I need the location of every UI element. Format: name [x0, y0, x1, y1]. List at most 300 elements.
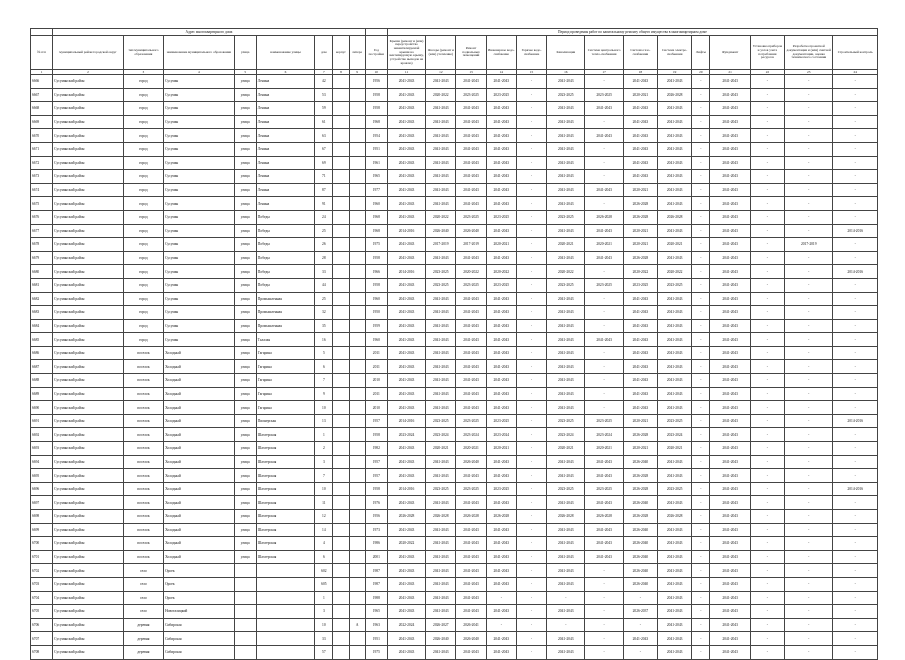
table-cell: 44 — [315, 278, 333, 292]
table-cell: - — [750, 292, 784, 306]
table-cell: 6669 — [31, 115, 53, 129]
table-cell: 6696 — [31, 482, 53, 496]
table-cell: 2041-2043 — [387, 197, 425, 211]
table-cell: город — [123, 265, 163, 279]
table-cell: - — [785, 292, 833, 306]
table-cell: - — [785, 564, 833, 578]
table-cell: 2026-2040 — [456, 224, 486, 238]
table-cell — [349, 455, 365, 469]
table-row — [31, 183, 878, 197]
table-cell — [333, 414, 349, 428]
table-cell: 3 — [315, 455, 333, 469]
table-cell: Сусуманский район — [53, 414, 124, 428]
table-cell: 2041-2043 — [710, 75, 750, 89]
table-cell: 2014-2016 — [387, 265, 425, 279]
table-cell: - — [833, 129, 878, 143]
table-cell: поселок — [123, 510, 163, 524]
table-row — [31, 333, 878, 347]
table-cell: 1987 — [365, 577, 387, 591]
table-cell: 2041-2043 — [426, 333, 456, 347]
table-cell: Шахтерская — [256, 510, 314, 524]
table-cell: 5 — [315, 346, 333, 360]
table-cell: 2041-2043 — [456, 306, 486, 320]
table-cell: Промышленная — [256, 306, 314, 320]
table-cell: - — [585, 374, 623, 388]
column-header-22: Установка приборов и узлов учета потребления ресурсов — [750, 36, 784, 70]
table-cell: Ленина — [256, 156, 314, 170]
table-cell: 1957 — [365, 469, 387, 483]
table-cell: 2041-2043 — [426, 115, 456, 129]
column-header-11: Крыша (ремонт и (или) переустройство невентилируемой крыши на вентилируемую крышу, устройство выходов на кровлю) — [387, 36, 425, 70]
table-cell: - — [785, 605, 833, 619]
table-cell: улица — [234, 387, 256, 401]
table-cell: - — [833, 564, 878, 578]
table-cell — [256, 605, 314, 619]
table-cell: - — [750, 605, 784, 619]
table-cell: 25 — [315, 224, 333, 238]
table-cell: Шахтерская — [256, 442, 314, 456]
table-cell: - — [516, 482, 546, 496]
table-cell: Ленина — [256, 183, 314, 197]
table-cell: 2020-2022 — [486, 265, 516, 279]
table-cell: 11 — [315, 496, 333, 510]
table-cell: - — [516, 102, 546, 116]
table-cell: город — [123, 129, 163, 143]
table-cell — [333, 224, 349, 238]
table-cell: - — [692, 183, 710, 197]
table-cell: - — [692, 523, 710, 537]
table-cell: 2041-2043 — [456, 142, 486, 156]
table-cell: 1968 — [365, 210, 387, 224]
table-cell: Холодный — [164, 510, 235, 524]
table-cell: 2041-2043 — [486, 632, 516, 646]
table-cell: 2023-2025 — [585, 482, 623, 496]
column-number-21: 21 — [710, 70, 750, 75]
table-cell: город — [123, 170, 163, 184]
table-cell: 2023-2025 — [456, 414, 486, 428]
table-cell: 2041-2043 — [456, 75, 486, 89]
table-cell: - — [585, 265, 623, 279]
column-number-3: 3 — [123, 70, 163, 75]
table-cell: 2041-2043 — [456, 605, 486, 619]
table-cell: 2010 — [365, 374, 387, 388]
table-cell: 2023-2025 — [585, 278, 623, 292]
table-cell — [349, 387, 365, 401]
table-cell: 2041-2043 — [658, 632, 692, 646]
table-cell: 7 — [315, 469, 333, 483]
table-cell: 7 — [315, 374, 333, 388]
table-cell: - — [833, 333, 878, 347]
table-cell: 2041-2043 — [486, 577, 516, 591]
table-cell: 2041-2043 — [426, 129, 456, 143]
table-cell: - — [833, 142, 878, 156]
table-cell: - — [547, 618, 585, 632]
table-cell: 2041-2043 — [547, 156, 585, 170]
table-cell: - — [785, 115, 833, 129]
table-cell: 1 — [315, 591, 333, 605]
table-cell: 6679 — [31, 251, 53, 265]
table-cell: - — [785, 333, 833, 347]
table-cell: 16 — [315, 333, 333, 347]
table-cell: 2041-2043 — [486, 183, 516, 197]
table-cell: 2011 — [365, 346, 387, 360]
table-cell: 2041-2043 — [710, 374, 750, 388]
table-cell: - — [785, 591, 833, 605]
table-cell: - — [833, 251, 878, 265]
table-cell: город — [123, 115, 163, 129]
table-cell: город — [123, 333, 163, 347]
table-cell: 2020-2021 — [585, 442, 623, 456]
table-cell: 2041-2043 — [710, 469, 750, 483]
table-cell — [349, 645, 365, 659]
table-cell: Сусуманский район — [53, 455, 124, 469]
table-cell: - — [692, 414, 710, 428]
table-cell: 2041-2043 — [710, 278, 750, 292]
table-cell: 2041-2043 — [387, 550, 425, 564]
column-number-24: 24 — [833, 70, 878, 75]
table-cell: - — [833, 278, 878, 292]
table-cell: 24 — [315, 210, 333, 224]
table-cell: 2041-2043 — [623, 156, 657, 170]
table-cell: - — [785, 265, 833, 279]
table-cell: 3 — [315, 605, 333, 619]
table-cell: улица — [234, 278, 256, 292]
table-cell: - — [692, 387, 710, 401]
table-cell: 2041-2043 — [486, 224, 516, 238]
table-cell: 2041-2043 — [710, 442, 750, 456]
table-cell: - — [750, 618, 784, 632]
table-cell: - — [750, 550, 784, 564]
table-cell: - — [692, 455, 710, 469]
table-cell: 2041-2043 — [387, 333, 425, 347]
table-cell: Ленина — [256, 142, 314, 156]
table-cell: - — [516, 523, 546, 537]
table-cell: 2041-2043 — [658, 75, 692, 89]
table-cell: 53 — [315, 88, 333, 102]
table-cell: - — [516, 605, 546, 619]
table-cell: 2026-2028 — [486, 510, 516, 524]
table-cell: 69 — [315, 156, 333, 170]
header-columns-row — [31, 36, 878, 70]
table-cell: - — [585, 618, 623, 632]
table-cell: 2026-2028 — [623, 428, 657, 442]
table-cell: 2041-2043 — [456, 319, 486, 333]
table-cell: Шахтерская — [256, 482, 314, 496]
table-cell: 2020-2021 — [547, 442, 585, 456]
table-cell — [333, 183, 349, 197]
table-cell: город — [123, 142, 163, 156]
table-cell: 2041-2043 — [658, 577, 692, 591]
table-cell: - — [516, 577, 546, 591]
table-cell: - — [516, 591, 546, 605]
table-cell: 2041-2043 — [658, 183, 692, 197]
table-cell: 2041-2043 — [658, 102, 692, 116]
table-cell: Сусуманский район — [53, 618, 124, 632]
table-cell: 2041-2043 — [585, 523, 623, 537]
table-cell: 6674 — [31, 183, 53, 197]
table-row — [31, 265, 878, 279]
table-cell: 2041-2043 — [547, 75, 585, 89]
table-cell: - — [692, 469, 710, 483]
table-cell: 1960 — [365, 197, 387, 211]
table-cell: 2041-2043 — [387, 292, 425, 306]
table-cell: 6673 — [31, 170, 53, 184]
table-cell: 2041-2043 — [387, 360, 425, 374]
table-cell: - — [516, 510, 546, 524]
table-cell: 2020-2021 — [486, 238, 516, 252]
table-cell: - — [833, 523, 878, 537]
table-cell: 2041-2043 — [623, 306, 657, 320]
table-cell — [349, 75, 365, 89]
table-cell: улица — [234, 210, 256, 224]
table-cell: Гагарина — [256, 360, 314, 374]
table-cell: 2014-2016 — [387, 224, 425, 238]
table-cell: 2041-2043 — [387, 346, 425, 360]
table-cell: 2041-2043 — [658, 224, 692, 238]
table-cell: поселок — [123, 442, 163, 456]
table-cell: - — [516, 306, 546, 320]
table-cell: 2041-2043 — [387, 523, 425, 537]
table-cell: - — [785, 170, 833, 184]
table-cell: 2041-2043 — [486, 455, 516, 469]
table-cell: - — [585, 346, 623, 360]
table-cell: - — [833, 455, 878, 469]
table-cell: 2023-2025 — [547, 88, 585, 102]
table-cell: 2026-2028 — [623, 510, 657, 524]
table-cell: 1977 — [365, 183, 387, 197]
table-cell: город — [123, 210, 163, 224]
table-cell: 2 — [315, 442, 333, 456]
table-cell: 2041-2043 — [456, 360, 486, 374]
table-cell: 2020-2021 — [456, 442, 486, 456]
table-cell: - — [516, 75, 546, 89]
table-cell: 2041-2043 — [623, 319, 657, 333]
table-cell — [333, 428, 349, 442]
table-cell: - — [692, 319, 710, 333]
table-cell: 6701 — [31, 550, 53, 564]
table-cell: 1968 — [365, 224, 387, 238]
column-number-18: 18 — [623, 70, 657, 75]
table-cell: - — [516, 251, 546, 265]
table-cell: А — [349, 618, 365, 632]
table-cell: 2041-2043 — [486, 251, 516, 265]
table-cell: 1958 — [365, 251, 387, 265]
table-cell: - — [785, 414, 833, 428]
table-cell: 2020-2021 — [623, 414, 657, 428]
table-cell: Победы — [256, 251, 314, 265]
table-cell: 2041-2043 — [585, 455, 623, 469]
table-cell: 2041-2043 — [387, 170, 425, 184]
table-cell: 2041-2043 — [426, 469, 456, 483]
table-cell: - — [833, 428, 878, 442]
table-cell: 2041-2043 — [658, 346, 692, 360]
table-cell: 2041-2043 — [623, 102, 657, 116]
table-row — [31, 75, 878, 89]
table-cell: 2041-2043 — [456, 292, 486, 306]
table-cell: 1951 — [365, 632, 387, 646]
table-cell: - — [516, 197, 546, 211]
table-cell: 2026-2040 — [623, 523, 657, 537]
table-cell: 1958 — [365, 278, 387, 292]
table-cell: 2026-2028 — [585, 210, 623, 224]
table-cell: 2041-2043 — [710, 115, 750, 129]
table-cell: 2041-2043 — [585, 129, 623, 143]
table-cell — [333, 577, 349, 591]
table-cell: 2041-2043 — [426, 523, 456, 537]
table-cell: - — [516, 618, 546, 632]
table-cell: улица — [234, 455, 256, 469]
table-cell: село — [123, 591, 163, 605]
table-cell: Сусуман — [164, 129, 235, 143]
table-cell: - — [516, 319, 546, 333]
table-cell: 2041-2043 — [456, 197, 486, 211]
table-cell: 6707 — [31, 632, 53, 646]
table-cell: 2041-2043 — [710, 306, 750, 320]
table-cell: Сусуманский район — [53, 251, 124, 265]
table-cell: 2041-2043 — [658, 374, 692, 388]
table-cell: - — [516, 455, 546, 469]
table-cell: город — [123, 292, 163, 306]
table-cell — [349, 523, 365, 537]
table-cell: Сусуманский район — [53, 319, 124, 333]
table-row — [31, 496, 878, 510]
table-cell: - — [785, 251, 833, 265]
table-cell: - — [833, 591, 878, 605]
table-cell: 2041-2043 — [547, 550, 585, 564]
table-cell: 2026-2040 — [623, 455, 657, 469]
column-header-5: улица — [234, 36, 256, 70]
table-cell: 2026-2040 — [623, 564, 657, 578]
table-cell: Сусуманский район — [53, 645, 124, 659]
table-cell: 2041-2043 — [547, 292, 585, 306]
table-cell: 2026-2037 — [623, 605, 657, 619]
table-cell: - — [547, 591, 585, 605]
table-cell — [333, 333, 349, 347]
table-cell: улица — [234, 550, 256, 564]
table-cell: 2026-2040 — [623, 496, 657, 510]
table-cell: 2041-2043 — [710, 428, 750, 442]
table-cell: 26 — [315, 238, 333, 252]
table-cell: 2020-2022 — [426, 210, 456, 224]
table-cell: Сусуман — [164, 238, 235, 252]
table-cell: - — [833, 75, 878, 89]
table-cell: 2041-2043 — [486, 401, 516, 415]
table-row — [31, 170, 878, 184]
table-cell: 2041-2043 — [547, 523, 585, 537]
table-cell: - — [785, 645, 833, 659]
table-cell: Сусуманский район — [53, 210, 124, 224]
table-cell: - — [833, 618, 878, 632]
table-cell: 1957 — [365, 455, 387, 469]
table-cell — [333, 210, 349, 224]
table-cell: - — [833, 115, 878, 129]
table-cell: 2041-2043 — [585, 102, 623, 116]
table-cell: 2041-2043 — [547, 319, 585, 333]
table-cell: 2041-2043 — [387, 455, 425, 469]
table-cell: 2023-2025 — [658, 414, 692, 428]
table-cell: 6683 — [31, 306, 53, 320]
table-cell: - — [750, 632, 784, 646]
table-cell: 2041-2043 — [623, 387, 657, 401]
table-cell: - — [585, 170, 623, 184]
table-cell — [349, 333, 365, 347]
table-cell: Шахтерская — [256, 469, 314, 483]
table-cell: 2041-2043 — [547, 496, 585, 510]
table-cell: 1958 — [365, 428, 387, 442]
table-cell: 2014-2016 — [387, 414, 425, 428]
table-cell: 6676 — [31, 210, 53, 224]
table-cell — [349, 346, 365, 360]
table-cell: поселок — [123, 550, 163, 564]
table-cell: Сусуман — [164, 88, 235, 102]
table-cell: деревня — [123, 618, 163, 632]
column-number-9: 9 — [349, 70, 365, 75]
table-cell: 6690 — [31, 401, 53, 415]
table-cell: Ленина — [256, 129, 314, 143]
table-cell: 2041-2043 — [547, 333, 585, 347]
table-cell: 2041-2043 — [456, 537, 486, 551]
table-cell: - — [785, 618, 833, 632]
table-cell: 2041-2043 — [547, 251, 585, 265]
table-cell: Холодный — [164, 469, 235, 483]
table-cell: - — [692, 333, 710, 347]
table-cell: - — [623, 591, 657, 605]
table-cell: Шахтерская — [256, 550, 314, 564]
table-cell: 28 — [315, 251, 333, 265]
table-cell: 2041-2043 — [387, 142, 425, 156]
table-cell: Сусуманский район — [53, 442, 124, 456]
table-cell: 2041-2043 — [547, 115, 585, 129]
table-cell — [333, 346, 349, 360]
table-cell: улица — [234, 129, 256, 143]
table-cell — [349, 197, 365, 211]
table-cell: - — [833, 401, 878, 415]
table-cell: 61 — [315, 115, 333, 129]
table-cell: Сусуманский район — [53, 129, 124, 143]
table-cell: 2041-2043 — [710, 387, 750, 401]
table-cell: Шахтерская — [256, 428, 314, 442]
table-cell: Холодный — [164, 360, 235, 374]
table-cell: Победы — [256, 238, 314, 252]
table-cell: 2041-2043 — [456, 251, 486, 265]
table-cell: 2041-2043 — [426, 550, 456, 564]
table-row — [31, 591, 878, 605]
table-cell: 2041-2043 — [547, 537, 585, 551]
column-number-15: 15 — [516, 70, 546, 75]
table-cell: 2041-2043 — [387, 645, 425, 659]
table-cell: 2014-2016 — [833, 482, 878, 496]
table-cell: 2020-2021 — [547, 238, 585, 252]
table-cell: 2023-2025 — [547, 414, 585, 428]
table-row — [31, 469, 878, 483]
table-cell: 2020-2022 — [387, 537, 425, 551]
table-cell — [333, 645, 349, 659]
table-cell — [333, 88, 349, 102]
table-cell: - — [750, 428, 784, 442]
table-cell: 2041-2043 — [387, 577, 425, 591]
table-cell — [256, 577, 314, 591]
table-cell: 2041-2043 — [710, 346, 750, 360]
table-cell: 2041-2043 — [658, 605, 692, 619]
repair-schedule-table — [30, 28, 878, 660]
table-cell: улица — [234, 469, 256, 483]
table-cell — [333, 564, 349, 578]
table-cell — [333, 278, 349, 292]
table-cell: деревня — [123, 632, 163, 646]
column-number-12: 12 — [426, 70, 456, 75]
table-cell: 2026-2040 — [623, 537, 657, 551]
table-cell: - — [516, 333, 546, 347]
